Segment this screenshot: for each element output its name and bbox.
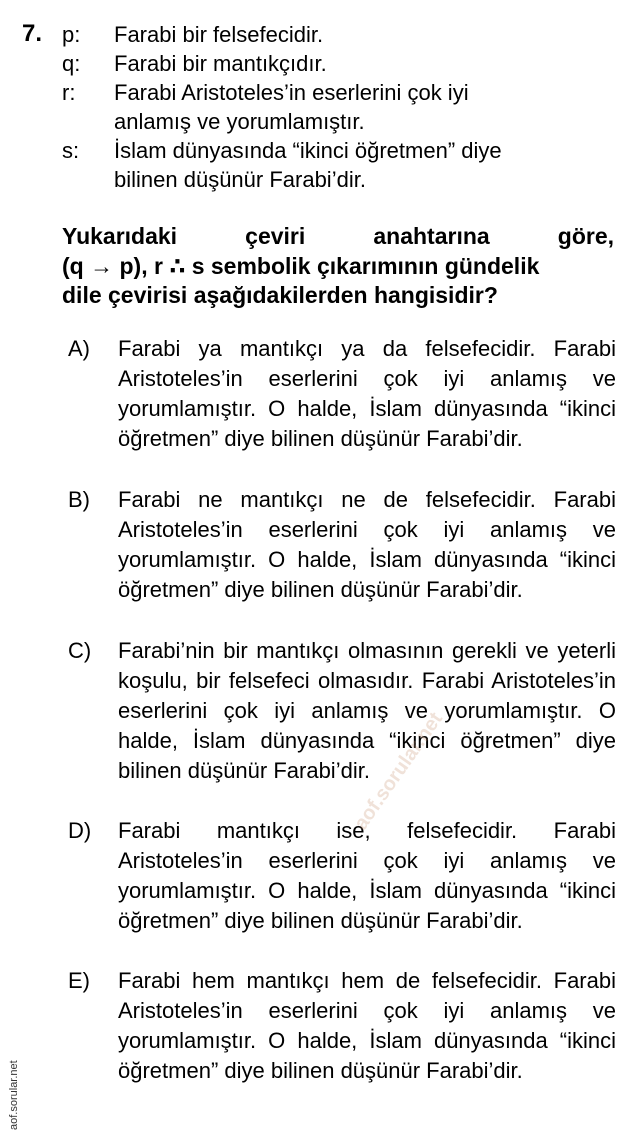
premise-p	[62, 20, 622, 49]
option-label: A)	[68, 336, 90, 361]
option-e[interactable]	[68, 966, 616, 1086]
stem-line: dile çevirisi aşağıdakilerden hangisidir?	[62, 282, 498, 308]
option-label: C)	[68, 638, 92, 663]
option-text: Farabi ya mantıkçı ya da felsefecidir. Farabi Aristoteles’in eserlerini çok iyi anlamış ve yorumlamıştır. O halde, İslam dünyasında “ikinci öğretmen” diye bilinen düşünür Farabi’dir.	[118, 336, 616, 451]
option-b[interactable]	[68, 485, 616, 605]
option-text: Farabi ne mantıkçı ne de felsefecidir. Farabi Aristoteles’in eserlerini çok iyi anlamış ve yorumlamıştır. O halde, İslam dünyasında “ikinci öğretmen” diye bilinen düşünür Farabi’dir.	[118, 487, 616, 602]
premise-text: İslam dünyasında “ikinci öğretmen” diye	[114, 138, 502, 163]
premise-text: bilinen düşünür Farabi’dir.	[114, 167, 366, 192]
premise-key: r:	[62, 80, 76, 105]
premise-key: q:	[62, 51, 81, 76]
premise-text: Farabi bir mantıkçıdır.	[114, 51, 327, 76]
premise-text: anlamış ve yorumlamıştır.	[114, 109, 365, 134]
stem-line: (q → p), r ∴ s sembolik çıkarımının gündelik	[62, 252, 540, 279]
center-watermark: aof.sorular.net	[349, 708, 448, 834]
option-text: Farabi hem mantıkçı hem de felsefecidir. Farabi Aristoteles’in eserlerini çok iyi anlamış ve yorumlamıştır. O halde, İslam dünyasında “ikinci öğretmen” diye bilinen düşünür Farabi’dir.	[118, 968, 616, 1083]
stem-line: Yukarıdaki çeviri anahtarına göre,	[62, 223, 614, 249]
premise-text: Farabi Aristoteles’in eserlerini çok iyi	[114, 80, 469, 105]
option-text: Farabi’nin bir mantıkçı olmasının gerekli ve yeterli koşulu, bir felsefeci olmasıdır. Farabi Aristoteles’in eserlerini çok iyi anlamış ve yorumlamıştır. O halde, İslam dünyasında “ikinci öğretmen” diye bilinen düşünür Farabi’dir.	[118, 638, 616, 783]
option-label: E)	[68, 968, 90, 993]
option-a[interactable]	[68, 334, 616, 454]
premise-q	[62, 49, 622, 78]
premise-r	[62, 78, 622, 136]
premise-key: p:	[62, 22, 81, 47]
option-d[interactable]	[68, 816, 616, 936]
option-c[interactable]	[68, 636, 616, 786]
premise-text: Farabi bir felsefecidir.	[114, 22, 324, 47]
side-watermark: aof.sorular.net	[8, 1060, 20, 1130]
question-stem	[62, 222, 614, 311]
option-label: B)	[68, 487, 90, 512]
option-label: D)	[68, 818, 92, 843]
question-number: 7.	[22, 20, 43, 47]
premise-s	[62, 136, 622, 194]
premise-key: s:	[62, 138, 80, 163]
option-text: Farabi mantıkçı ise, felsefecidir. Farabi Aristoteles’in eserlerini çok iyi anlamış ve yorumlamıştır. O halde, İslam dünyasında “ikinci öğretmen” diye bilinen düşünür Farabi’dir.	[118, 818, 616, 933]
